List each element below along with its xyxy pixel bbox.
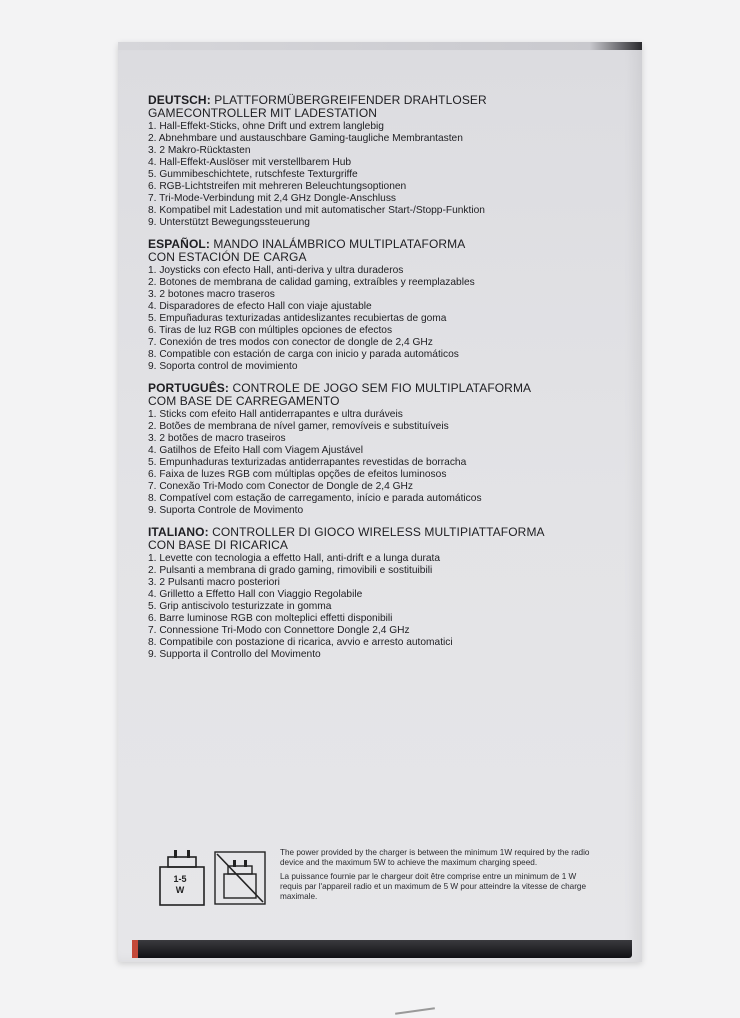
heading-title-line1: MANDO INALÁMBRICO MULTIPLATAFORMA bbox=[213, 237, 466, 251]
section-heading bbox=[148, 94, 618, 120]
list-item: 7. Tri-Mode-Verbindung mit 2,4 GHz Dongle-Anschluss bbox=[148, 193, 397, 204]
charger-watt-icon bbox=[158, 848, 206, 908]
list-item: 2. Abnehmbare und austauschbare Gaming-taugliche Membrantasten bbox=[148, 133, 463, 144]
heading-title-line2: CON ESTACIÓN DE CARGA bbox=[148, 250, 307, 264]
notice-english: The power provided by the charger is between the minimum 1W required by the radio device and the maximum 5W to achieve the maximum charging speed. bbox=[280, 848, 590, 867]
list-item: 2. Botões de membrana de nível gamer, removíveis e substituíveis bbox=[148, 421, 449, 432]
heading-title-line1: CONTROLLER DI GIOCO WIRELESS MULTIPIATTAFORMA bbox=[212, 525, 545, 539]
heading-title-line2: CON BASE DI RICARICA bbox=[148, 538, 289, 552]
list-item: 7. Conexão Tri-Modo com Conector de Dongle de 2,4 GHz bbox=[148, 481, 414, 492]
list-item: 5. Empuñaduras texturizadas antideslizantes recubiertas de goma bbox=[148, 313, 447, 324]
list-item: 1. Hall-Effekt-Sticks, ohne Drift und extrem langlebig bbox=[148, 121, 384, 132]
list-item: 8. Compatível com estação de carregamento, início e parada automáticos bbox=[148, 493, 482, 504]
charger-power-notice bbox=[280, 848, 590, 906]
list-item: 4. Disparadores de efecto Hall con viaje ajustable bbox=[148, 301, 372, 312]
heading-title-line2: COM BASE DE CARREGAMENTO bbox=[148, 394, 340, 408]
list-item: 4. Grilletto a Effetto Hall con Viaggio Regolabile bbox=[148, 589, 363, 600]
section-espanol bbox=[148, 238, 618, 373]
list-item: 4. Gatilhos de Efeito Hall com Viagem Ajustável bbox=[148, 445, 363, 456]
no-charger-included-icon bbox=[214, 848, 266, 908]
charger-info-block bbox=[158, 848, 598, 918]
feature-list bbox=[148, 265, 618, 373]
box-bottom-accent bbox=[132, 940, 138, 958]
list-item: 9. Supporta il Controllo del Movimento bbox=[148, 649, 321, 660]
list-item: 1. Levette con tecnologia a effetto Hall, anti-drift e a lunga durata bbox=[148, 553, 441, 564]
section-italiano bbox=[148, 526, 618, 661]
section-heading bbox=[148, 382, 618, 408]
notice-french: La puissance fournie par le chargeur doit être comprise entre un minimum de 1 W requis par l'appareil radio et un maximum de 5 W pour atteindre la vitesse de charge maximale. bbox=[280, 872, 587, 901]
section-heading bbox=[148, 238, 618, 264]
list-item: 2. Botones de membrana de calidad gaming, extraíbles y reemplazables bbox=[148, 277, 475, 288]
floor-mark bbox=[395, 1007, 435, 1015]
list-item: 3. 2 botões de macro traseiros bbox=[148, 433, 286, 444]
language-name: ITALIANO: bbox=[148, 525, 209, 539]
list-item: 5. Empunhaduras texturizadas antiderrapantes revestidas de borracha bbox=[148, 457, 467, 468]
list-item: 4. Hall-Effekt-Auslöser mit verstellbarem Hub bbox=[148, 157, 352, 168]
language-name: DEUTSCH: bbox=[148, 93, 211, 107]
box-bottom-edge bbox=[135, 940, 632, 958]
list-item: 6. RGB-Lichtstreifen mit mehreren Beleuchtungsoptionen bbox=[148, 181, 407, 192]
list-item: 7. Connessione Tri-Modo con Connettore Dongle 2,4 GHz bbox=[148, 625, 410, 636]
list-item: 9. Soporta control de movimiento bbox=[148, 361, 298, 372]
list-item: 2. Pulsanti a membrana di grado gaming, rimovibili e sostituibili bbox=[148, 565, 433, 576]
list-item: 8. Compatible con estación de carga con inicio y parada automáticos bbox=[148, 349, 459, 360]
list-item: 6. Barre luminose RGB con molteplici effetti disponibili bbox=[148, 613, 393, 624]
list-item: 7. Conexión de tres modos con conector de dongle de 2,4 GHz bbox=[148, 337, 433, 348]
list-item: 5. Grip antiscivolo testurizzate in gomma bbox=[148, 601, 332, 612]
section-portugues bbox=[148, 382, 618, 517]
list-item: 8. Compatibile con postazione di ricarica, avvio e arresto automatici bbox=[148, 637, 453, 648]
list-item: 1. Sticks com efeito Hall antiderrapantes e ultra duráveis bbox=[148, 409, 403, 420]
list-item: 5. Gummibeschichtete, rutschfeste Texturgriffe bbox=[148, 169, 358, 180]
list-item: 8. Kompatibel mit Ladestation und mit automatischer Start-/Stopp-Funktion bbox=[148, 205, 485, 216]
list-item: 1. Joysticks con efecto Hall, anti-deriva y ultra duraderos bbox=[148, 265, 404, 276]
list-item: 3. 2 Pulsanti macro posteriori bbox=[148, 577, 280, 588]
section-deutsch bbox=[148, 94, 618, 229]
heading-title-line1: PLATTFORMÜBERGREIFENDER DRAHTLOSER bbox=[214, 93, 487, 107]
list-item: 3. 2 Makro-Rücktasten bbox=[148, 145, 251, 156]
watt-range-label: 1-5 W bbox=[173, 874, 187, 895]
language-name: PORTUGUÊS: bbox=[148, 381, 230, 395]
feature-text-area bbox=[148, 94, 618, 670]
heading-title-line1: CONTROLE DE JOGO SEM FIO MULTIPLATAFORMA bbox=[232, 381, 532, 395]
feature-list bbox=[148, 121, 618, 229]
feature-list bbox=[148, 409, 618, 517]
box-top-edge bbox=[118, 42, 642, 50]
list-item: 3. 2 botones macro traseros bbox=[148, 289, 275, 300]
list-item: 6. Tiras de luz RGB con múltiples opciones de efectos bbox=[148, 325, 393, 336]
feature-list bbox=[148, 553, 618, 661]
heading-title-line2: GAMECONTROLLER MIT LADESTATION bbox=[148, 106, 378, 120]
list-item: 9. Suporta Controle de Movimento bbox=[148, 505, 304, 516]
language-name: ESPAÑOL: bbox=[148, 237, 210, 251]
list-item: 6. Faixa de luzes RGB com múltiplas opções de efeitos luminosos bbox=[148, 469, 447, 480]
list-item: 9. Unterstützt Bewegungssteuerung bbox=[148, 217, 310, 228]
section-heading bbox=[148, 526, 618, 552]
